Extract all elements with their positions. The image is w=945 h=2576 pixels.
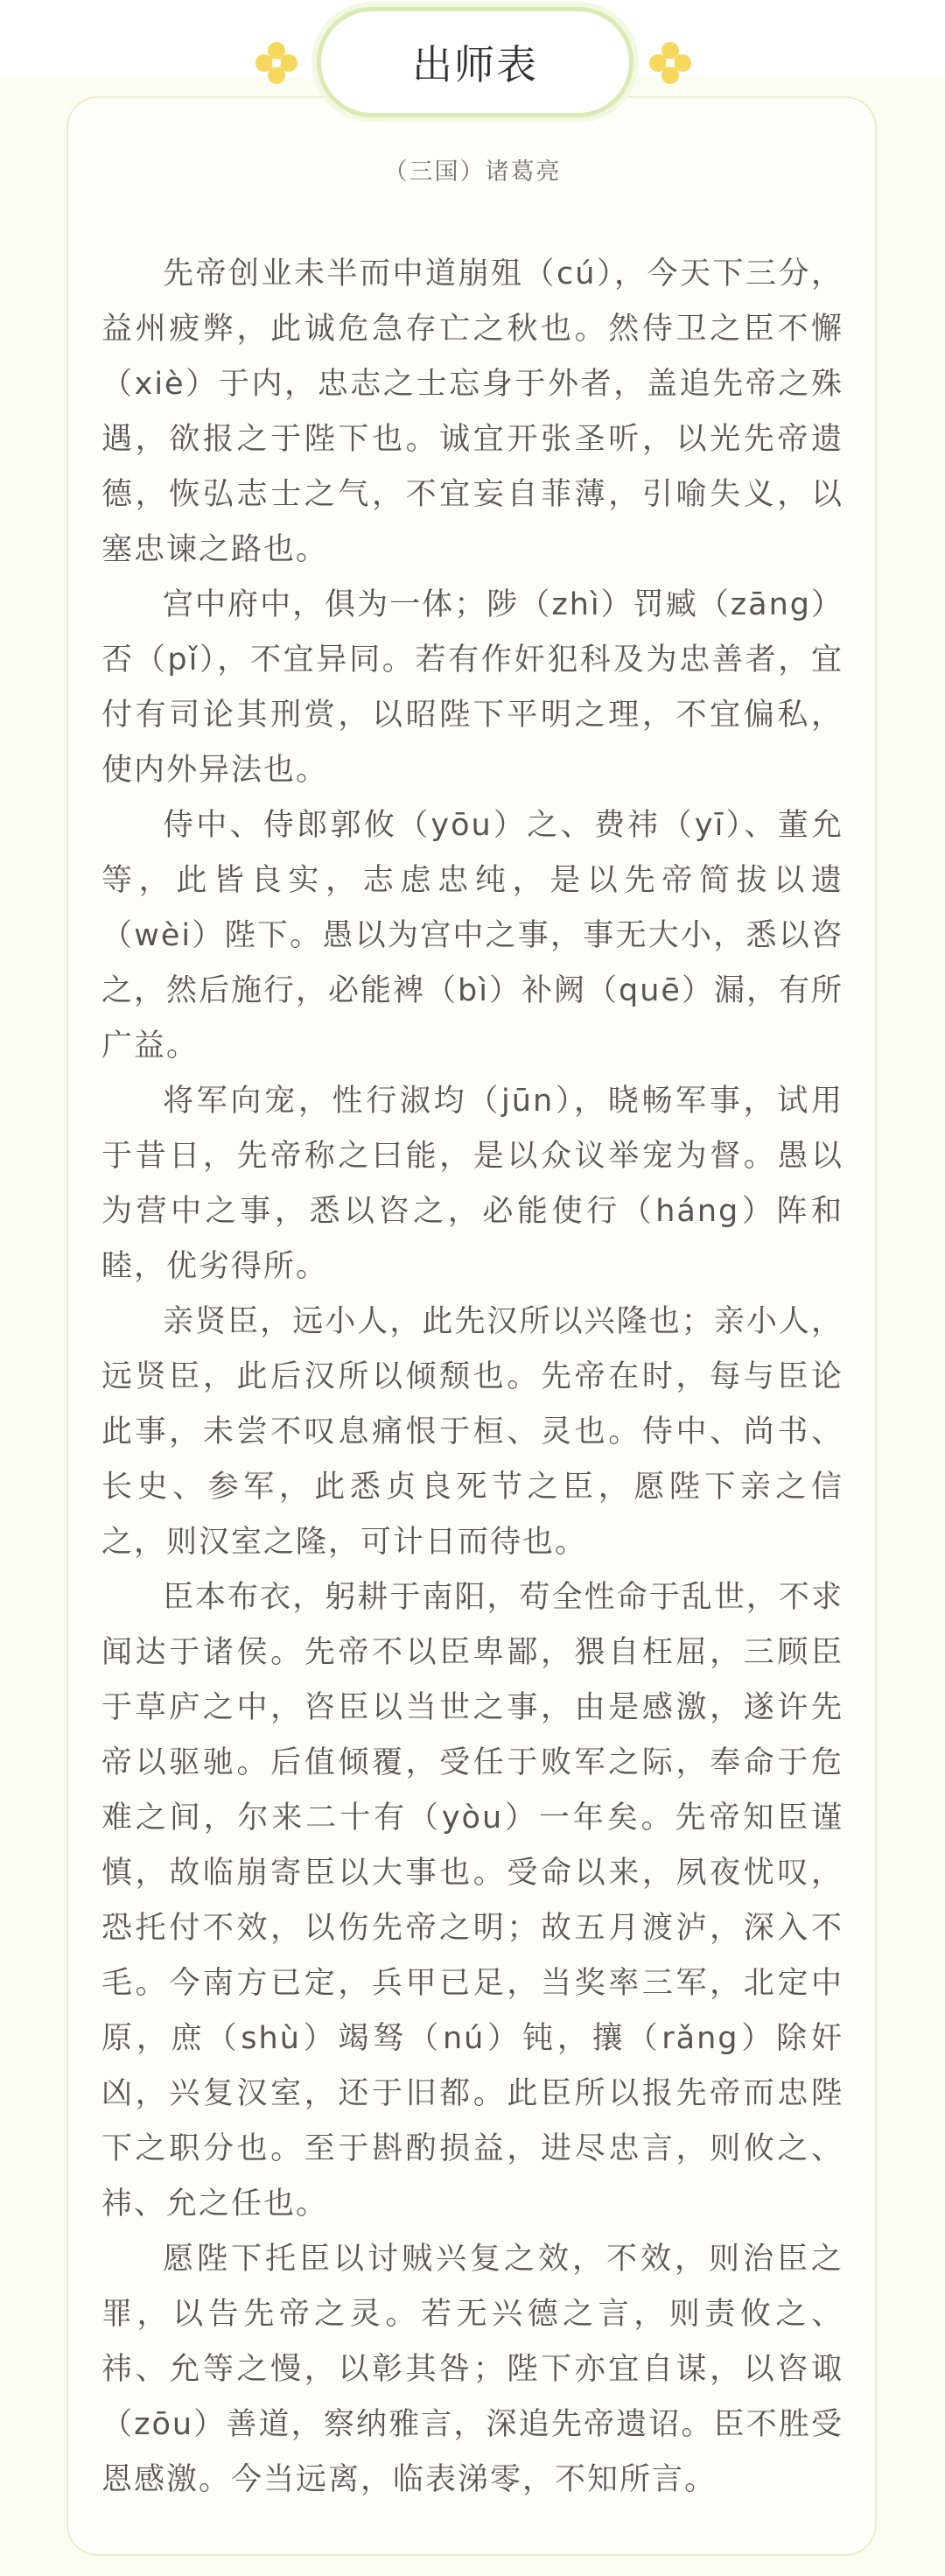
- flower-icon: [252, 39, 301, 88]
- paragraph: 将军向宠，性行淑均（jūn），晓畅军事，试用于昔日，先帝称之曰能，是以众议举宠为督。愚以为营中之事，悉以咨之，必能使行（háng）阵和睦，优劣得所。: [102, 1084, 844, 1284]
- article-body: [102, 247, 844, 2508]
- author-line: （三国）诸葛亮: [383, 158, 562, 186]
- paragraph: 臣本布衣，躬耕于南阳，苟全性命于乱世，不求闻达于诸侯。先帝不以臣卑鄙，猥自枉屈，三顾臣于草庐之中，咨臣以当世之事，由是感激，遂许先帝以驱驰。后值倾覆，受任于败军之际，奉命于危难之间，尔来二十有（yòu）一年矣。先帝知臣谨慎，故临崩寄臣以大事也。受命以来，夙夜忧叹，恐托付不效，以伤先帝之明；故五月渡泸，深入不毛。今南方已定，兵甲已足，当奖率三军，北定中原，庶（shù）竭驽（nú）钝，攘（rǎng）除奸凶，兴复汉室，还于旧都。此臣所以报先帝而忠陛下之职分也。至于斟酌损益，进尽忠言，则攸之、祎、允之任也。: [102, 1580, 844, 2222]
- page-title: 出师表: [412, 41, 538, 88]
- paragraph: 宫中府中，俱为一体；陟（zhì）罚臧（zāng）否（pǐ），不宜异同。若有作奸犯科及为忠善者，宜付有司论其刑赏，以昭陛下平明之理，不宜偏私，使内外异法也。: [102, 587, 844, 788]
- flower-icon: [646, 39, 695, 88]
- paragraph: 侍中、侍郎郭攸（yōu）之、费祎（yī）、董允等，此皆良实，志虑忠纯，是以先帝简拔以遗（wèi）陛下。愚以为宫中之事，事无大小，悉以咨之，然后施行，必能裨（bì）补阙（quē）漏，有所广益。: [102, 808, 844, 1063]
- paragraph: 先帝创业未半而中道崩殂（cú），今天下三分，益州疲弊，此诚危急存亡之秋也。然侍卫之臣不懈（xiè）于内，忠志之士忘身于外者，盖追先帝之殊遇，欲报之于陛下也。诚宜开张圣听，以光先帝遗德，恢弘志士之气，不宜妄自菲薄，引喻失义，以塞忠谏之路也。: [102, 256, 844, 567]
- paragraph: 亲贤臣，远小人，此先汉所以兴隆也；亲小人，远贤臣，此后汉所以倾颓也。先帝在时，每与臣论此事，未尝不叹息痛恨于桓、灵也。侍中、尚书、长史、参军，此悉贞良死节之臣，愿陛下亲之信之，则汉室之隆，可计日而待也。: [102, 1304, 844, 1560]
- title-badge: [317, 7, 634, 117]
- paragraph: 愿陛下托臣以讨贼兴复之效，不效，则治臣之罪，以告先帝之灵。若无兴德之言，则责攸之、祎、允等之慢，以彰其咎；陛下亦宜自谋，以咨诹（zōu）善道，察纳雅言，深追先帝遗诏。臣不胜受恩感激。今当远离，临表涕零，不知所言。: [102, 2242, 844, 2497]
